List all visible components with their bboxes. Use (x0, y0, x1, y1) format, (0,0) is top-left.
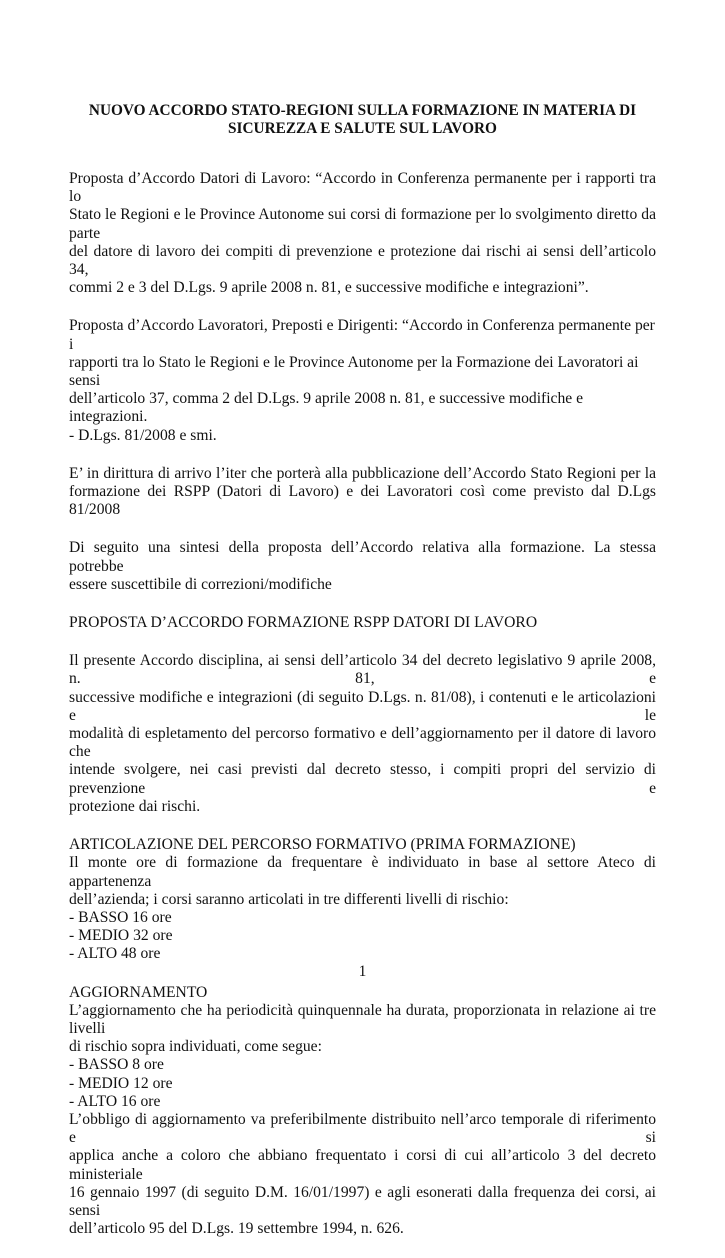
document-title (60, 102, 665, 138)
text-line: essere suscettibile di correzioni/modifiche (69, 575, 332, 593)
text-line: Proposta d’Accordo Lavoratori, Preposti e Dirigenti: “Accordo in Conferenza permanente per i (69, 317, 655, 353)
title-line: NUOVO ACCORDO STATO-REGIONI SULLA FORMAZIONE IN MATERIA DI (88, 102, 637, 119)
paragraph-accordo-lavoratori (69, 317, 656, 444)
text-line: L’aggiornamento che ha periodicità quinquennale ha durata, proporzionata in relazione ai tre livelli (69, 1001, 656, 1037)
list-item: - MEDIO 32 ore (69, 927, 173, 945)
paragraph-disciplina (69, 652, 656, 816)
text-line: modalità di espletamento del percorso formativo e dell’aggiornamento per il datore di lavoro che (69, 725, 656, 761)
list-item: - ALTO 16 ore (69, 1092, 161, 1110)
section-aggiornamento (69, 984, 656, 1239)
text-line: di rischio sopra individuati, come segue: (69, 1038, 322, 1056)
text-line: formazione dei RSPP (Datori di Lavoro) e dei Lavoratori così come previsto dal D.Lgs 81/2008 (69, 483, 656, 519)
text-line: E’ in dirittura di arrivo l’iter che porterà alla pubblicazione dell’Accordo Stato Regioni per la (69, 464, 656, 482)
text-line: Il monte ore di formazione da frequentare è individuato in base al settore Ateco di appartenenza (69, 854, 656, 890)
text-line: commi 2 e 3 del D.Lgs. 9 aprile 2008 n. 81, e successive modifiche e integrazioni”. (69, 279, 589, 297)
text-line: 16 gennaio 1997 (di seguito D.M. 16/01/1997) e agli esonerati dalla frequenza dei corsi, ai sensi (69, 1183, 656, 1219)
document-body (69, 170, 656, 1258)
heading-line: PROPOSTA D’ACCORDO FORMAZIONE RSPP DATORI DI LAVORO (69, 614, 538, 632)
text-line: rapporti tra lo Stato le Regioni e le Province Autonome per la Formazione dei Lavoratori ai sensi (69, 353, 639, 390)
paragraph-accordo-datori (69, 170, 656, 297)
title-line: SICUREZZA E SALUTE SUL LAVORO (228, 120, 497, 137)
text-line: - D.Lgs. 81/2008 e smi. (69, 426, 217, 444)
page-number: 1 (358, 963, 367, 980)
list-item: - BASSO 8 ore (69, 1056, 164, 1074)
list-item: - MEDIO 12 ore (69, 1074, 173, 1092)
text-line: protezione dai rischi. (69, 797, 201, 815)
section-articolazione (69, 836, 656, 963)
list-item: - BASSO 16 ore (69, 908, 172, 926)
text-line: applica anche a coloro che abbiano frequentato i corsi di cui all’articolo 3 del decreto ministeriale (69, 1147, 656, 1183)
text-line: intende svolgere, nei casi previsti dal decreto stesso, i compiti propri del servizio di prevenzione e (69, 761, 656, 797)
text-line: Stato le Regioni e le Province Autonome sui corsi di formazione per lo svolgimento diretto da parte (69, 206, 656, 242)
text-line: L’obbligo di aggiornamento va preferibilmente distribuito nell’arco temporale di riferimento e si (69, 1110, 656, 1147)
text-line: dell’articolo 95 del D.Lgs. 19 settembre 1994, n. 626. (69, 1220, 404, 1238)
section-heading: ARTICOLAZIONE DEL PERCORSO FORMATIVO (PRIMA FORMAZIONE) (69, 836, 576, 854)
text-line: dell’azienda; i corsi saranno articolati in tre differenti livelli di rischio: (69, 890, 509, 908)
paragraph-sintesi (69, 539, 656, 594)
list-item: - ALTO 48 ore (69, 945, 161, 963)
text-line: Di seguito una sintesi della proposta dell’Accordo relativa alla formazione. La stessa potrebbe (69, 539, 656, 575)
text-line: successive modifiche e integrazioni (di seguito D.Lgs. n. 81/08), i contenuti e le articolazioni e le (69, 688, 656, 724)
section-heading-proposta (69, 614, 656, 632)
section-heading: AGGIORNAMENTO (69, 983, 208, 1001)
paragraph-iter (69, 465, 656, 520)
text-line: Proposta d’Accordo Datori di Lavoro: “Accordo in Conferenza permanente per i rapporti tra lo (69, 170, 656, 206)
text-line: dell’articolo 37, comma 2 del D.Lgs. 9 aprile 2008 n. 81, e successive modifiche e integrazioni. (69, 390, 584, 426)
text-line: Il presente Accordo disciplina, ai sensi dell’articolo 34 del decreto legislativo 9 aprile 2008, n. 81, e (69, 652, 656, 688)
text-line: del datore di lavoro dei compiti di prevenzione e protezione dai rischi ai sensi dell’articolo 34, (69, 242, 656, 279)
